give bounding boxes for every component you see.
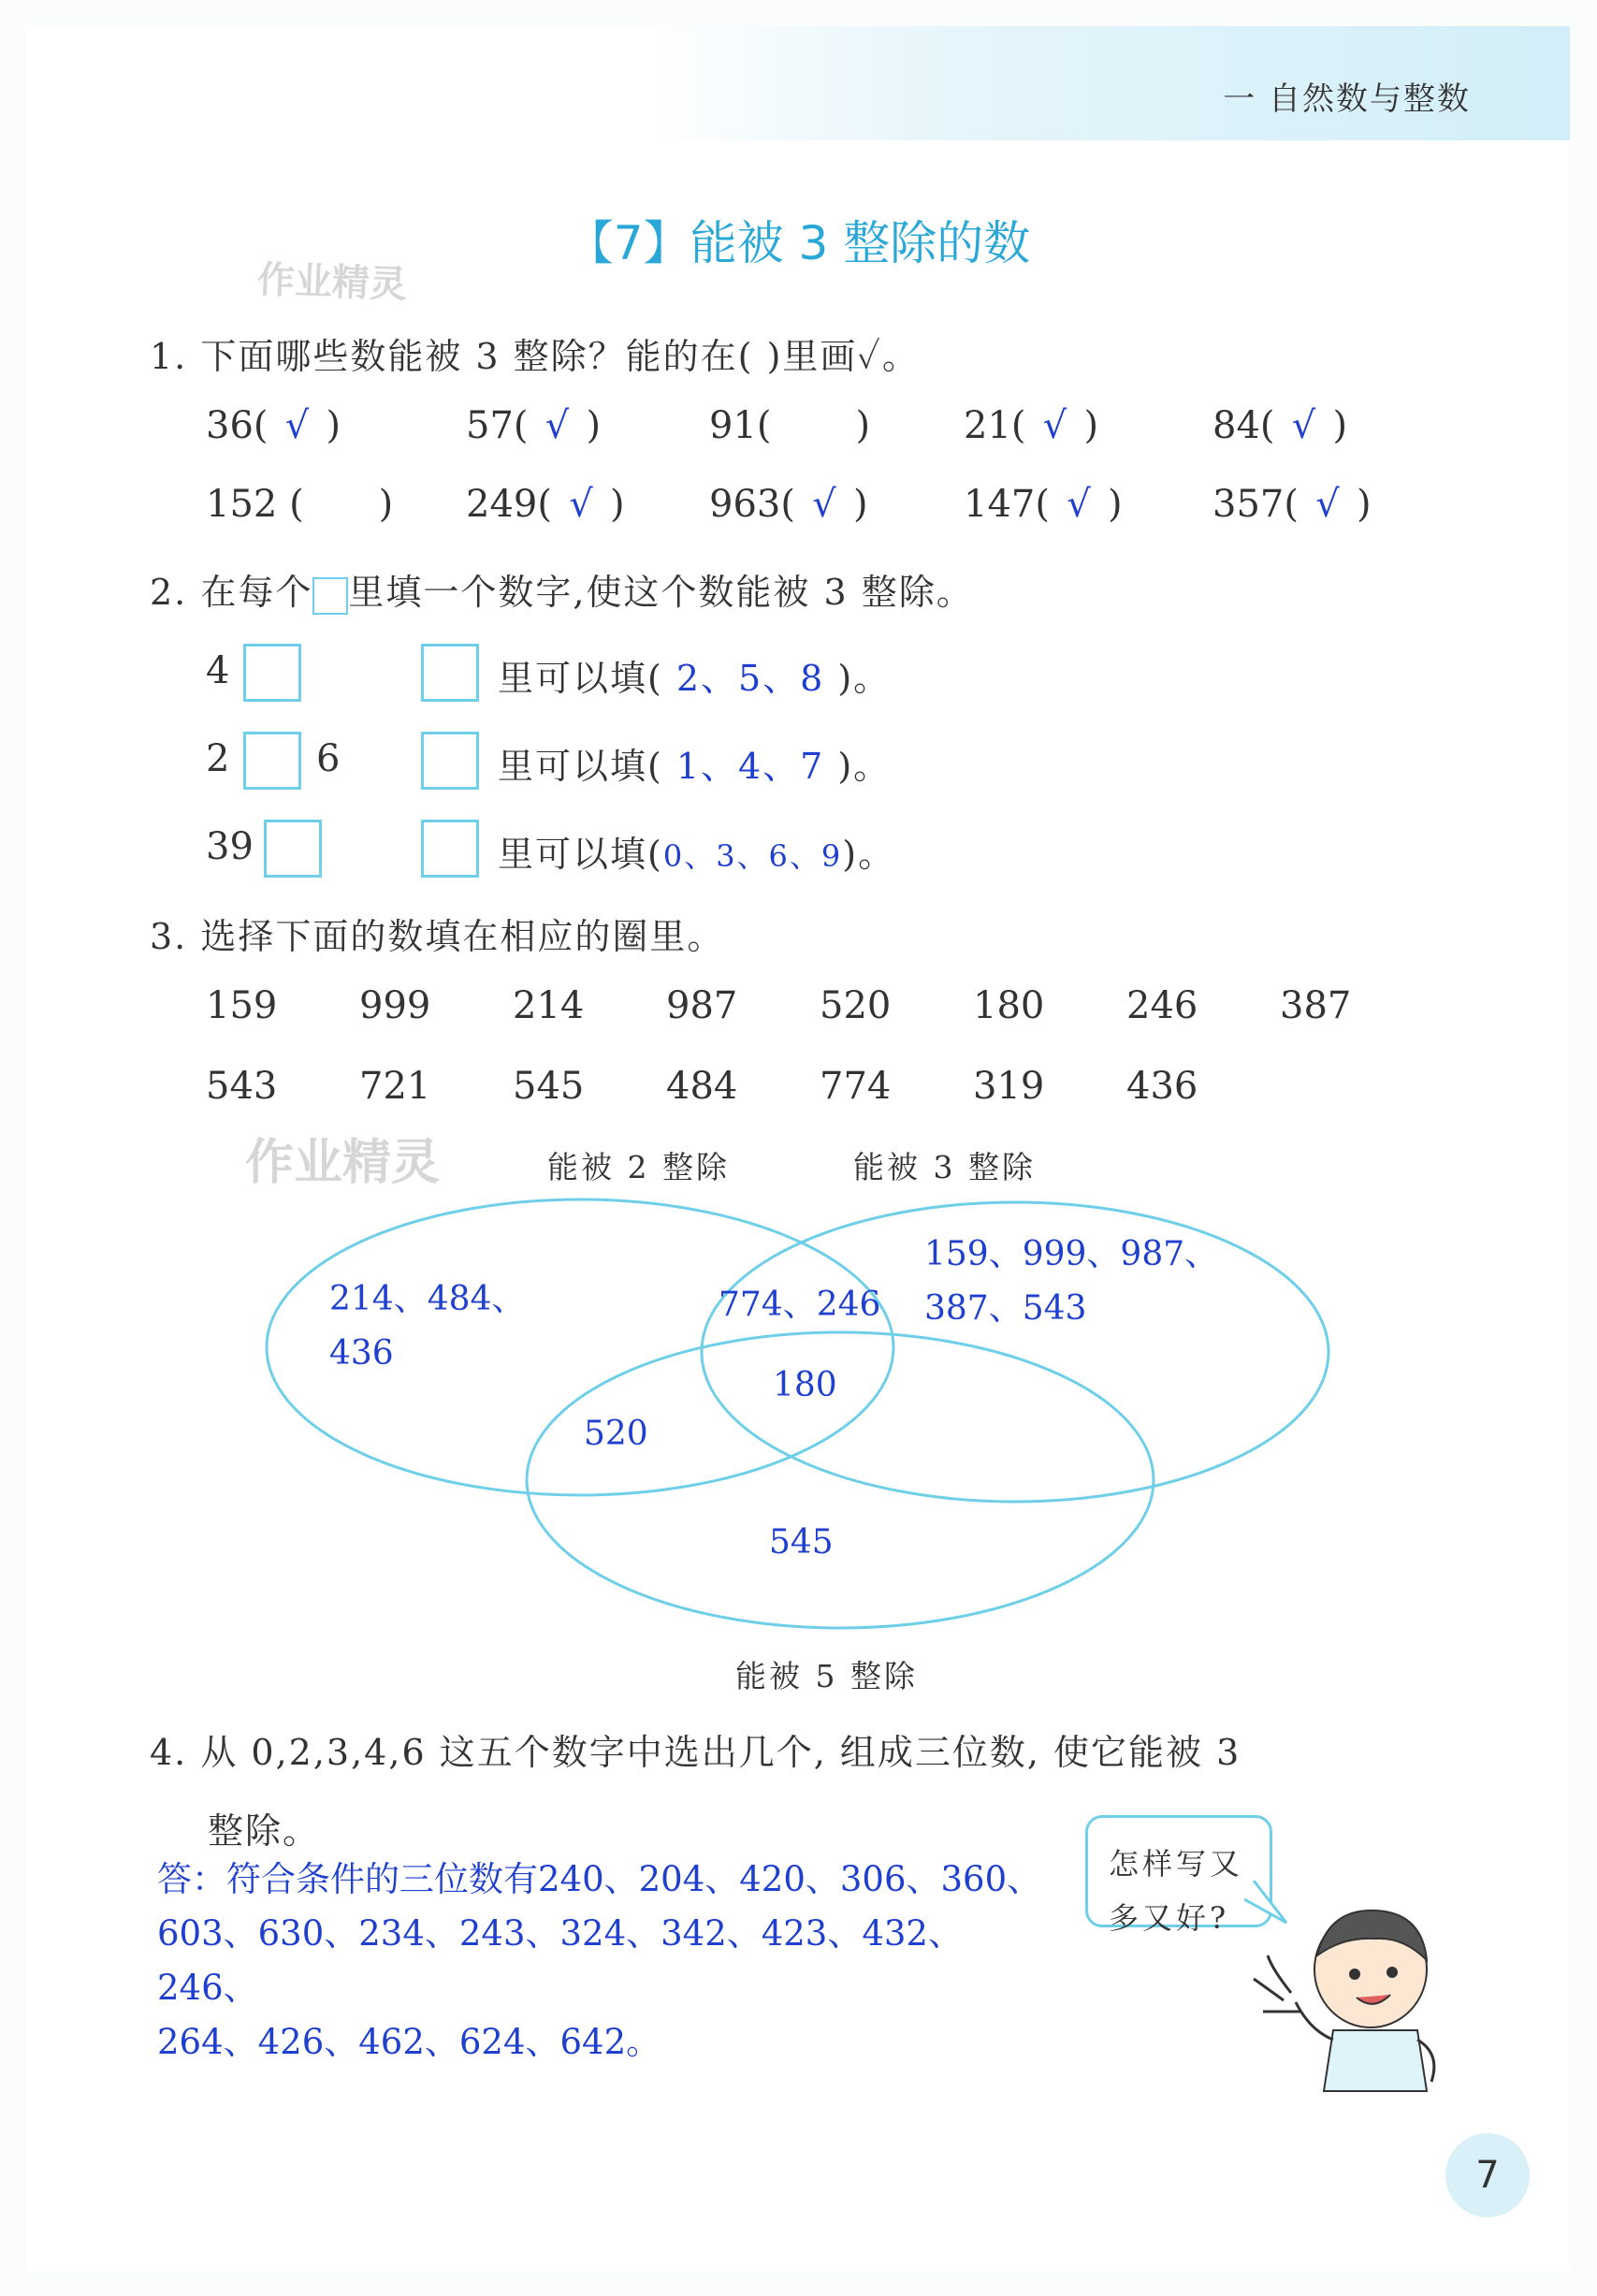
venn-all-three: 180 [773, 1366, 837, 1404]
q1-item-label: 249( [466, 483, 552, 526]
q2-number-prefix: 2 [206, 737, 230, 780]
q1-item-mark: √ [1042, 404, 1067, 447]
q3-number: 774 [820, 1065, 892, 1108]
venn-only-2-line: 436 [329, 1334, 394, 1373]
q1-item-label: 147( [964, 483, 1050, 526]
q2-fill-close: )。 [842, 834, 896, 875]
venn-only-5: 545 [769, 1523, 834, 1562]
q3-number: 436 [1126, 1065, 1198, 1108]
q3-number: 387 [1280, 984, 1352, 1027]
q1-item-mark: √ [1315, 483, 1340, 526]
venn-only-2 [329, 1272, 525, 1381]
q3-number: 319 [973, 1065, 1045, 1108]
q2-fill-close: )。 [837, 746, 892, 787]
q3-number: 214 [513, 984, 585, 1027]
q2-fill-close: )。 [837, 658, 892, 699]
q2-fill-answer: 0、3、6、9 [662, 838, 843, 874]
q1-item-close: ) [1332, 404, 1348, 447]
q4-answer-line: 264、426、462、624、642。 [157, 2022, 661, 2062]
q1-item-label: 84( [1212, 404, 1275, 447]
q2-fill-answer: 1、4、7 [675, 746, 825, 787]
q4-answer-line: 603、630、234、243、324、342、423、432、246、 [157, 1913, 963, 2008]
q2-fill-text: 里可以填( [498, 746, 663, 787]
q1-item-label: 152 ( [206, 483, 304, 526]
q2-fill-text: 里可以填( [498, 658, 663, 699]
q1-prompt: 1. 下面哪些数能被 3 整除？能的在( )里画✓。 [150, 336, 920, 377]
venn-both-2-3: 774、246 [719, 1286, 881, 1324]
q2-fill-text: 里可以填( [498, 834, 663, 875]
q1-item-close: ) [1083, 404, 1099, 447]
q2-prompt-a: 2. 在每个 [150, 572, 313, 613]
venn-label-div-2: 能被 2 整除 [547, 1149, 730, 1185]
q1-item-close: ) [378, 483, 394, 526]
q1-item-label: 21( [964, 404, 1026, 447]
venn-both-2-5: 520 [584, 1415, 648, 1453]
q1-item-close: ) [1107, 483, 1123, 526]
q1-item-mark: √ [284, 404, 310, 447]
boy-illustration-icon [1244, 1881, 1459, 2096]
q2-number-prefix: 39 [206, 825, 254, 868]
q3-number: 987 [666, 984, 738, 1027]
venn-only-3 [924, 1228, 1218, 1336]
q1-item-label: 36( [206, 404, 269, 447]
venn-only-2-line: 214、484、 [329, 1280, 526, 1318]
q1-item-label: 91( [709, 404, 772, 447]
q3-prompt: 3. 选择下面的数填在相应的圈里。 [150, 916, 725, 957]
speech-bubble-line: 怎样写又 [1109, 1846, 1244, 1882]
venn-circle-div-5 [527, 1332, 1154, 1628]
venn-label-div-5: 能被 5 整除 [735, 1658, 918, 1694]
q1-item-mark: √ [544, 404, 570, 447]
q4-answer-line: 答：符合条件的三位数有240、204、420、306、360、 [157, 1859, 1042, 1899]
q1-item-label: 357( [1212, 483, 1299, 526]
q3-number: 545 [513, 1065, 585, 1108]
q3-number: 159 [206, 984, 278, 1027]
q1-item-close: ) [855, 404, 871, 447]
speech-bubble-line: 多又好? [1109, 1900, 1230, 1936]
q1-item-mark: √ [1291, 404, 1316, 447]
q4-prompt-line1: 4. 从 0,2,3,4,6 这五个数字中选出几个, 组成三位数, 使它能被 3 [150, 1732, 1241, 1773]
q1-item-mark: √ [1067, 483, 1091, 526]
q2-number-prefix: 4 [206, 649, 230, 692]
q3-number: 999 [359, 984, 431, 1027]
q3-number: 543 [206, 1065, 278, 1108]
q2-prompt-b: 里填一个数字,使这个数能被 3 整除。 [348, 572, 974, 613]
venn-only-3-line: 159、999、987、 [924, 1235, 1219, 1273]
page-title: 【7】能被 3 整除的数 [566, 216, 1031, 270]
q4-answer [157, 1853, 1055, 2070]
q1-item-label: 963( [709, 483, 795, 526]
q1-item-close: ) [586, 404, 602, 447]
q1-item-mark: √ [569, 483, 593, 526]
q1-item-label: 57( [466, 404, 529, 447]
q3-number: 246 [1126, 984, 1198, 1027]
q3-number: 180 [973, 984, 1045, 1027]
q3-number: 721 [359, 1065, 431, 1108]
q1-item-close: ) [852, 483, 868, 526]
q4-prompt-line2: 整除。 [208, 1810, 321, 1852]
page-number: 7 [1445, 2133, 1530, 2217]
watermark: 作业精灵 [245, 1135, 441, 1191]
q1-item-mark: √ [812, 483, 836, 526]
q1-item-close: ) [1356, 483, 1372, 526]
q1-item-close: ) [326, 404, 341, 447]
q3-number: 520 [820, 984, 892, 1027]
q2-fill-answer: 2、5、8 [675, 658, 825, 699]
venn-label-div-3: 能被 3 整除 [853, 1149, 1036, 1185]
venn-only-3-line: 387、543 [924, 1289, 1087, 1328]
section-header: 一 自然数与整数 [1223, 80, 1471, 118]
q2-number-suffix: 6 [316, 737, 341, 780]
q3-number: 484 [666, 1065, 738, 1108]
watermark: 作业精灵 [256, 258, 408, 307]
q1-item-close: ) [609, 483, 625, 526]
